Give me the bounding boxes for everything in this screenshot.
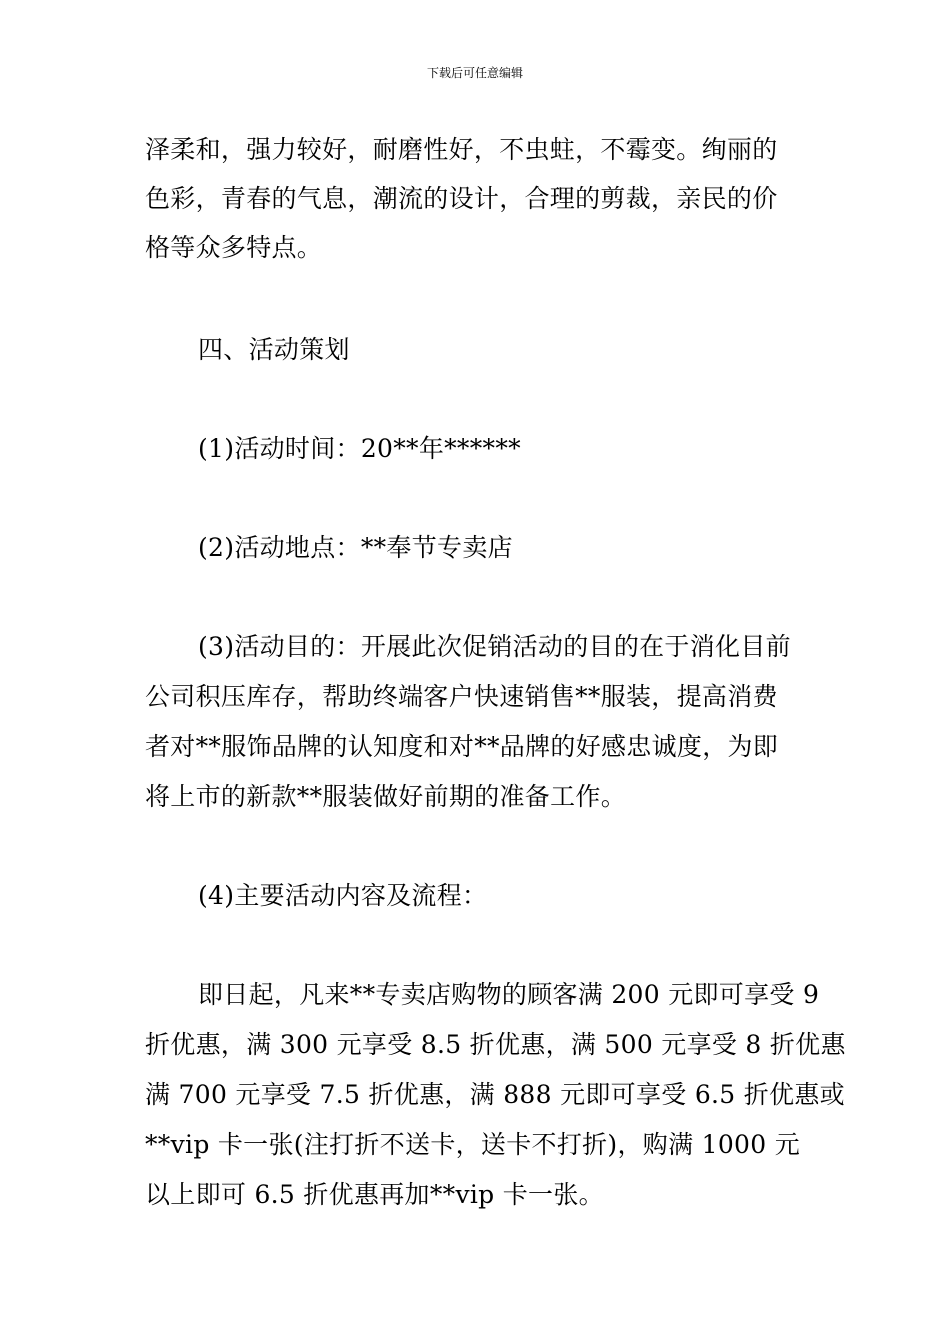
paragraph-line: 公司积压库存，帮助终端客户快速销售**服装，提高消费 [145, 682, 778, 711]
paragraph-line: 折优惠，满 300 元享受 8.5 折优惠，满 500 元享受 8 折优惠 [145, 1030, 846, 1059]
paragraph-line: 满 700 元享受 7.5 折优惠，满 888 元即可享受 6.5 折优惠或 [145, 1080, 845, 1109]
header-note: 下载后可任意编辑 [426, 66, 523, 80]
paragraph-line: **vip 卡一张(注打折不送卡，送卡不打折)，购满 1000 元 [145, 1130, 800, 1159]
paragraph-line: 者对**服饰品牌的认知度和对**品牌的好感忠诚度，为即 [145, 732, 779, 761]
section-heading: 四、活动策划 [198, 335, 350, 364]
paragraph-line: 以上即可 6.5 折优惠再加**vip 卡一张。 [145, 1180, 604, 1209]
activity-purpose: (3)活动目的：开展此次促销活动的目的在于消化目前 [198, 632, 791, 661]
activity-location: (2)活动地点：**奉节专卖店 [198, 533, 513, 562]
promotion-paragraph: 即日起，凡来**专卖店购物的顾客满 200 元即可享受 9 [198, 980, 820, 1009]
paragraph-line: 将上市的新款**服装做好前期的准备工作。 [145, 782, 627, 811]
paragraph-line: 泽柔和，强力较好，耐磨性好，不虫蛀，不霉变。绚丽的 [145, 135, 778, 164]
activity-time: (1)活动时间：20**年****** [198, 434, 521, 463]
paragraph-line: 色彩，青春的气息，潮流的设计，合理的剪裁，亲民的价 [145, 184, 778, 213]
paragraph-line: 格等众多特点。 [145, 233, 323, 262]
activity-content-heading: (4)主要活动内容及流程： [198, 881, 488, 910]
